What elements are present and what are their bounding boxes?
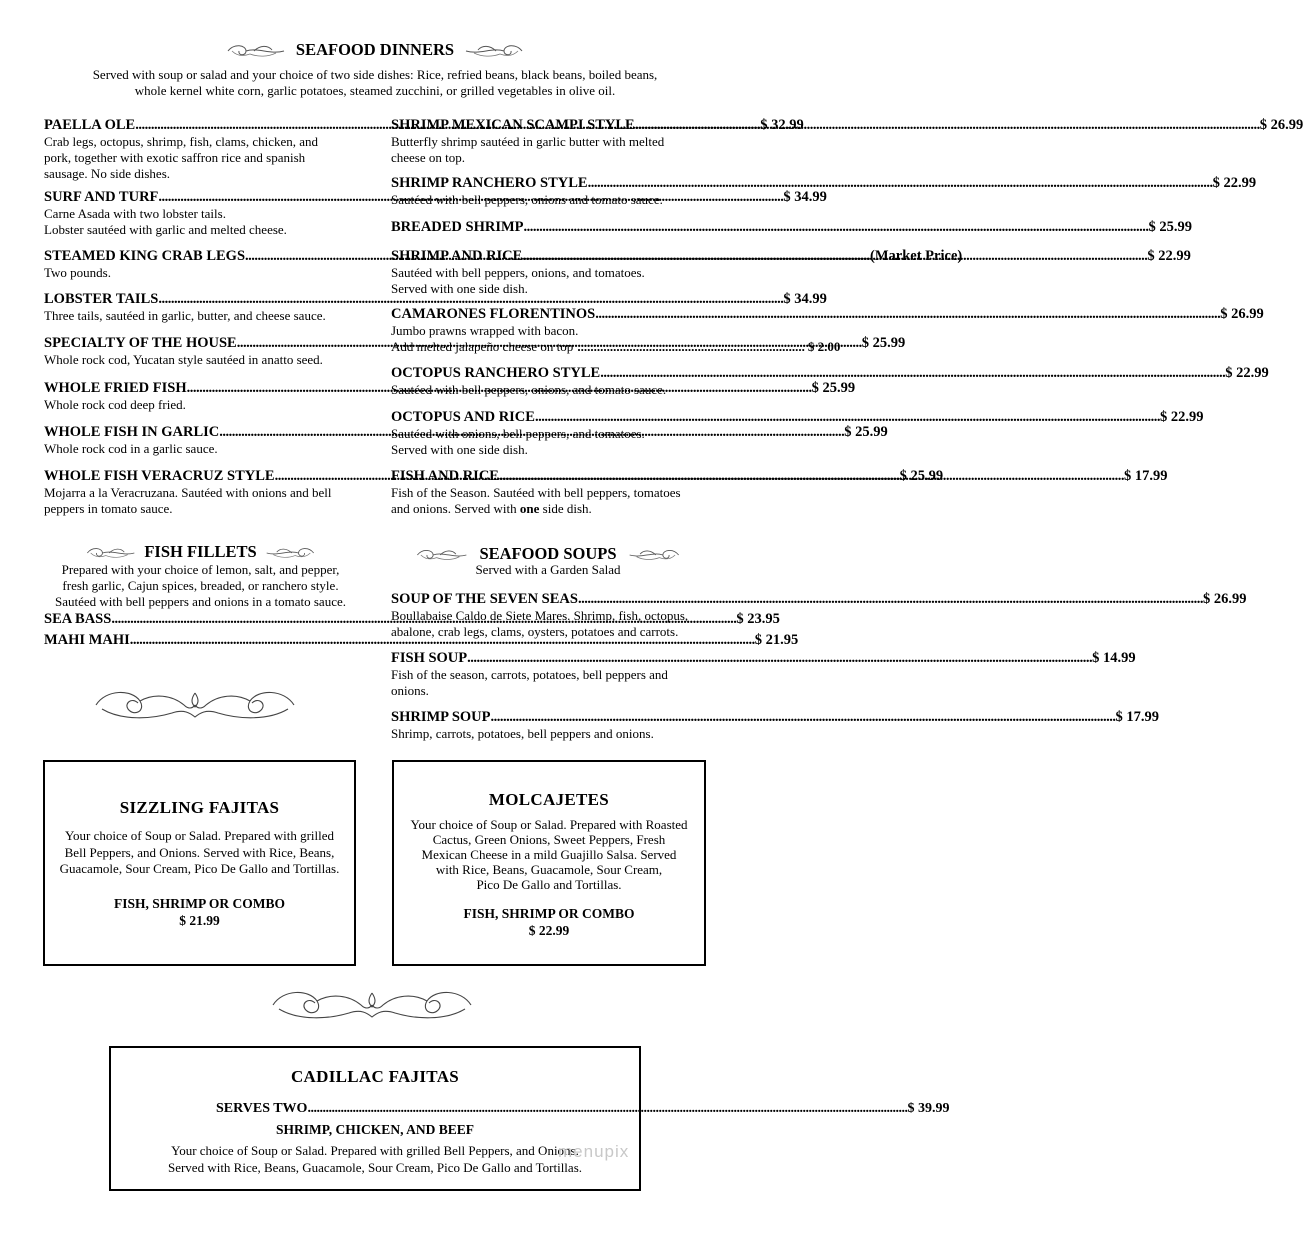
swirl-ornament-icon [265,546,317,560]
menu-item-shrimp-scampi: SHRIMP MEXICAN SCAMPI STYLE ..... $ 26.99 Butterfly shrimp sautéed in garlic butter with melted cheese on top. [391,117,705,166]
menu-item-shrimp-ranchero: SHRIMP RANCHERO STYLE ..... $ 22.99 Sautéed with bell peppers, onions and tomato sauce. [391,175,705,208]
sizzling-fajitas-option: FISH, SHRIMP OR COMBO [113,895,285,911]
swirl-ornament-icon [464,43,526,59]
cadillac-proteins: SHRIMP, CHICKEN, AND BEEF [276,1122,474,1137]
menu-item-lobster-tails: LOBSTER TAILS ..... $ 34.99 Three tails, sautéed in garlic, butter, and cheese sauce. [44,291,357,324]
menu-item-shrimp-soup: SHRIMP SOUP ..... $ 17.99 Shrimp, carrots, potatoes, bell peppers and onions. [391,709,705,742]
seafood-soups-header [391,544,705,564]
molcajetes-box [392,760,706,966]
swirl-ornament-icon [224,43,286,59]
watermark: menupix [558,1142,630,1161]
sizzling-fajitas-price: $ 21.99 [179,912,220,928]
menu-item-octopus-ranchero: OCTOPUS RANCHERO STYLE ..... $ 22.99 Sautéed with bell peppers, onions, and tomato sauce. [391,365,705,398]
fish-fillets-header [44,542,357,562]
menu-item-surf-and-turf: SURF AND TURF ..... $ 34.99 Carne Asada with two lobster tails. Lobster sautéed with garlic and melted cheese. [44,189,357,238]
swirl-ornament-icon [84,546,136,560]
swirl-ornament-icon [625,548,685,562]
molcajetes-desc: Your choice of Soup or Salad. Prepared with Roasted Cactus, Green Onions, Sweet Peppers, Fresh Mexican Cheese in a mild Guajillo Salsa. Served with Rice, Beans, Guacamole, Sour Cream, Pico De Gallo and Tortillas. [410,817,688,892]
molcajetes-option: FISH, SHRIMP OR COMBO [463,906,635,921]
menu-item-soup-seven-seas: SOUP OF THE SEVEN SEAS ..... $ 26.99 Boullabaise Caldo de Siete Mares. Shrimp, fish, octopus, abalone, crab legs, clams, oysters, potatoes and carrots. [391,591,705,640]
molcajetes-price: $ 22.99 [528,923,570,938]
menu-item-mahi-mahi: MAHI MAHI ..... $ 21.95 [44,632,357,649]
scroll-ornament-icon [268,985,476,1025]
menu-item-paella-ole: PAELLA OLE ..... $ 32.99 Crab legs, octopus, shrimp, fish, clams, chicken, and pork, together with exotic saffron rice and spanish sausage. No side dishes. [44,117,357,182]
fish-fillets-intro: Prepared with your choice of lemon, salt, and pepper, fresh garlic, Cajun spices, breaded, or ranchero style. Sautéed with bell peppers and onions in a tomato sauce. [55,562,346,609]
seafood-dinners-intro: Served with soup or salad and your choice of two side dishes: Rice, refried beans, black beans, boiled beans, whole kernel white corn, garlic potatoes, steamed zucchini, or grilled vegetables in olive oil. [92,67,658,98]
cadillac-fajitas-title: CADILLAC FAJITAS [290,1067,460,1086]
menu-item-sea-bass: SEA BASS ..... $ 23.95 [44,611,357,628]
menu-item-breaded-shrimp: BREADED SHRIMP ..... $ 25.99 [391,219,705,236]
menu-item-octopus-and-rice: OCTOPUS AND RICE ..... $ 22.99 Sautéed with onions, bell peppers, and tomatoes. Served with one side dish. [391,409,705,458]
menu-item-shrimp-and-rice: SHRIMP AND RICE ..... $ 22.99 Sautéed with bell peppers, onions, and tomatoes. Served with one side dish. [391,248,705,297]
seafood-soups-subtitle: Served with a Garden Salad [475,562,621,577]
menu-item-fish-and-rice: FISH AND RICE ..... $ 17.99 Fish of the Season. Sautéed with bell peppers, tomatoes and onions. Served with one side dish. [391,468,705,517]
menu-item-king-crab-legs: STEAMED KING CRAB LEGS ..... (Market Price) Two pounds. [44,248,357,281]
menu-item-camarones-florentinos: CAMARONES FLORENTINOS ..... $ 26.99 Jumbo prawns wrapped with bacon. Add melted jalapeño cheese on top ...................................................................... $ 2.00 [391,306,705,355]
swirl-ornament-icon [411,548,471,562]
menu-item-whole-fried-fish: WHOLE FRIED FISH ..... $ 25.99 Whole rock cod deep fried. [44,380,357,413]
menu-item-whole-fish-in-garlic: WHOLE FISH IN GARLIC ..... $ 25.99 Whole rock cod in a garlic sauce. [44,424,357,457]
molcajetes-title: MOLCAJETES [488,790,610,809]
cadillac-serves-line: SERVES TWO ..... $ 39.99 [216,1100,534,1117]
scroll-ornament-icon [92,685,298,725]
sizzling-fajitas-box [43,760,356,966]
seafood-dinners-header [0,40,750,60]
menu-item-whole-fish-veracruz: WHOLE FISH VERACRUZ STYLE ..... $ 25.99 Mojarra a la Veracruzana. Sautéed with onions and bell peppers in tomato sauce. [44,468,357,517]
seafood-soups-title: SEAFOOD SOUPS [479,544,617,563]
menu-item-fish-soup: FISH SOUP ..... $ 14.99 Fish of the season, carrots, potatoes, bell peppers and onions. [391,650,705,699]
cadillac-fajitas-desc: Your choice of Soup or Salad. Prepared with grilled Bell Peppers, and Onions. Served with Rice, Beans, Guacamole, Sour Cream, Pico De Gallo and Tortillas. [167,1143,583,1175]
menu-item-specialty-of-the-house: SPECIALTY OF THE HOUSE ..... $ 25.99 Whole rock cod, Yucatan style sautéed in anatto seed. [44,335,357,368]
fish-fillets-title: FISH FILLETS [144,542,257,561]
cadillac-fajitas-box [109,1046,950,1191]
sizzling-fajitas-desc: Your choice of Soup or Salad. Prepared with grilled Bell Peppers, and Onions. Served with Rice, Beans, Guacamole, Sour Cream, Pico De Gallo and Tortillas. [59,828,340,876]
sizzling-fajitas-title: SIZZLING FAJITAS [119,798,280,817]
addon-line: Add melted jalapeño cheese on top ...................................................................... $ 2.00 [391,339,841,354]
seafood-dinners-title: SEAFOOD DINNERS [295,40,455,59]
